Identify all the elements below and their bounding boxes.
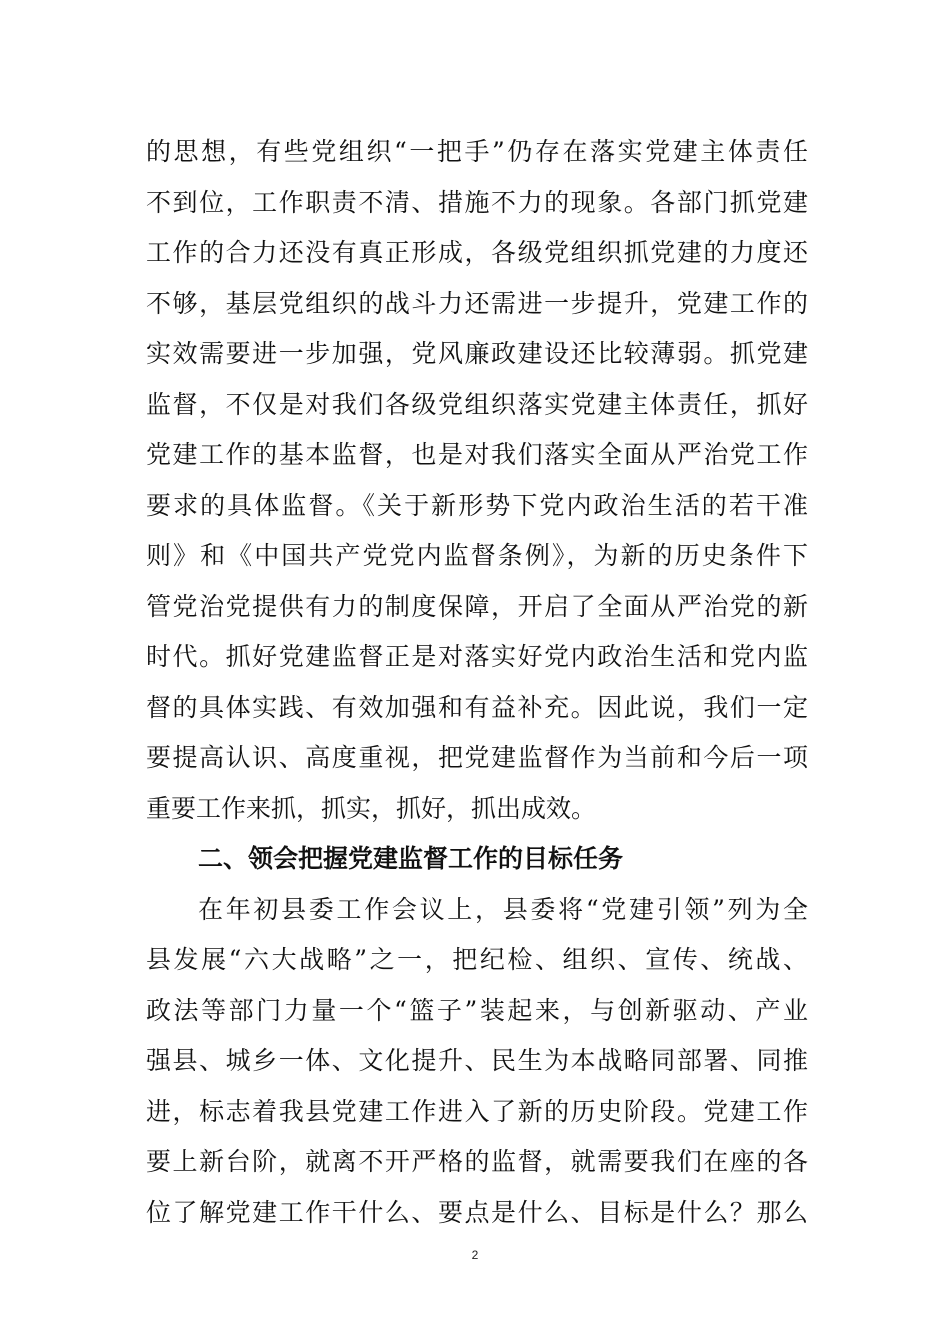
- body-line: 实效需要进一步加强，党风廉政建设还比较薄弱。抓党建: [146, 339, 808, 368]
- body-line: 党建工作的基本监督，也是对我们落实全面从严治党工作: [146, 440, 808, 469]
- body-line: 在年初县委工作会议上，县委将“党建引领”列为全: [198, 894, 808, 924]
- body-line: 要上新台阶，就离不开严格的监督，就需要我们在座的各: [146, 1147, 808, 1176]
- body-line: 则》和《中国共产党党内监督条例》，为新的历史条件下: [146, 541, 808, 570]
- body-line: 不到位，工作职责不清、措施不力的现象。各部门抓党建: [146, 187, 808, 217]
- page-number: 2: [471, 1248, 479, 1262]
- body-line: 重要工作来抓，抓实，抓好，抓出成效。: [146, 793, 597, 823]
- document-body: [146, 127, 808, 1238]
- body-line: 要提高认识、高度重视，把党建监督作为当前和今后一项: [146, 743, 808, 772]
- body-line: 县发展“六大战略”之一，把纪检、组织、宣传、统战、: [146, 945, 808, 974]
- body-line: 要求的具体监督。《关于新形势下党内政治生活的若干准: [146, 490, 808, 520]
- body-line: 不够，基层党组织的战斗力还需进一步提升，党建工作的: [146, 288, 808, 318]
- body-line: 位了解党建工作干什么、要点是什么、目标是什么？那么: [146, 1197, 808, 1227]
- body-line: 时代。抓好党建监督正是对落实好党内政治生活和党内监: [146, 642, 808, 671]
- body-line: 进，标志着我县党建工作进入了新的历史阶段。党建工作: [146, 1096, 808, 1126]
- body-line: 的思想，有些党组织“一把手”仍存在落实党建主体责任: [146, 137, 808, 166]
- body-line: 督的具体实践、有效加强和有益补充。因此说，我们一定: [146, 692, 808, 722]
- body-line: 管党治党提供有力的制度保障，开启了全面从严治党的新: [146, 591, 808, 621]
- body-line: 政法等部门力量一个“篮子”装起来，与创新驱动、产业: [146, 995, 808, 1025]
- body-line: 工作的合力还没有真正形成，各级党组织抓党建的力度还: [146, 238, 808, 267]
- body-line: 监督，不仅是对我们各级党组织落实党建主体责任，抓好: [146, 389, 808, 419]
- section-heading: 二、领会把握党建监督工作的目标任务: [198, 844, 624, 873]
- body-line: 强县、城乡一体、文化提升、民生为本战略同部署、同推: [146, 1046, 808, 1075]
